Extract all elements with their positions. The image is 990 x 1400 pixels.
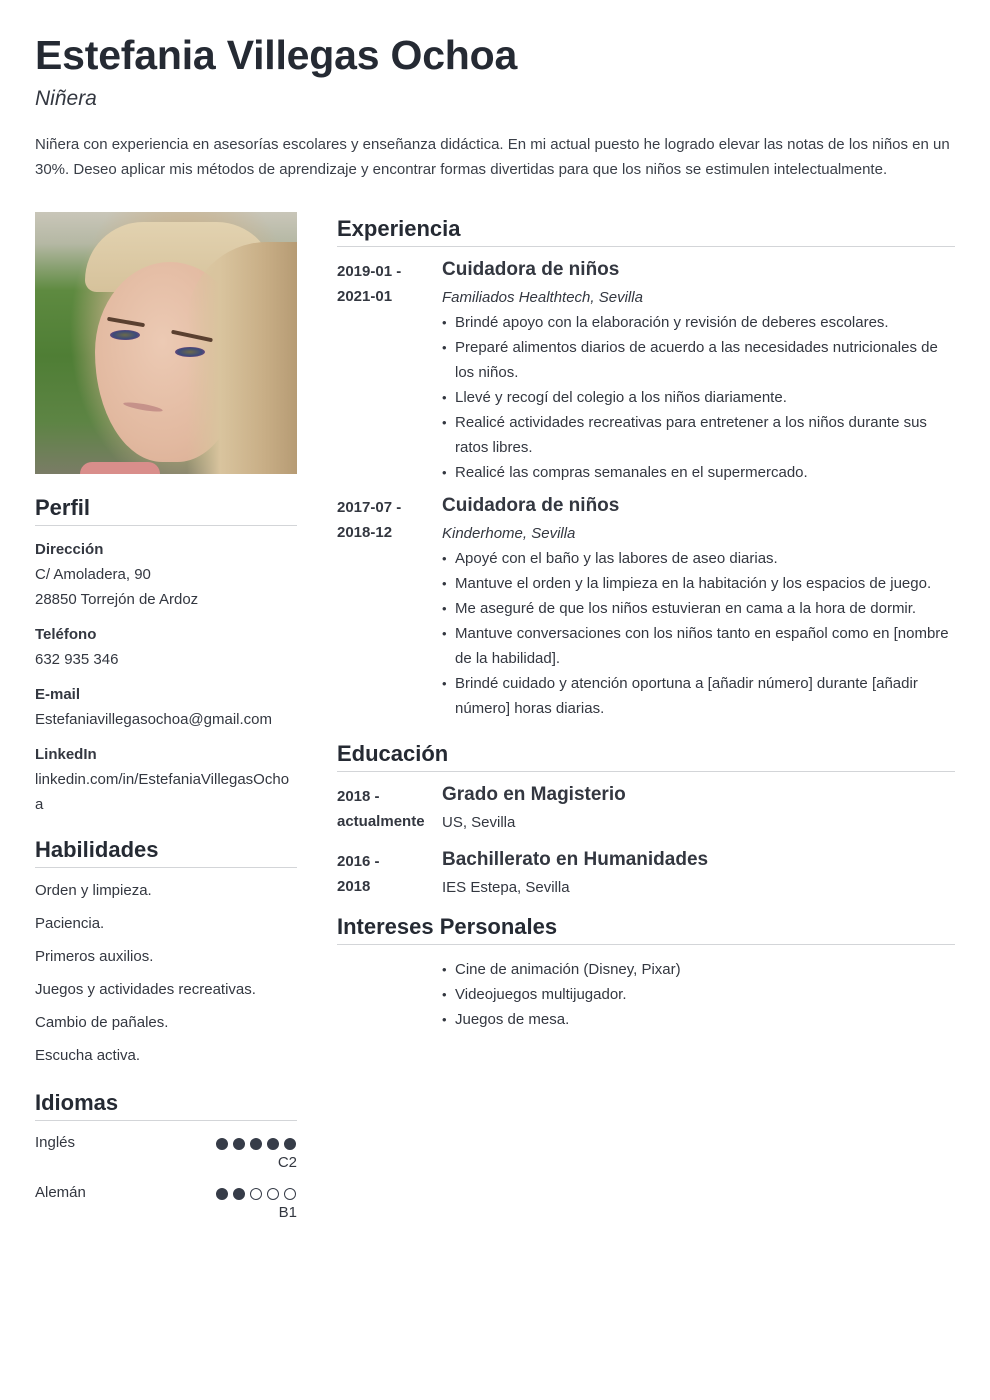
rating-dot-empty-icon xyxy=(267,1188,279,1200)
skill-item: Orden y limpieza. xyxy=(35,882,152,899)
date-end: actualmente xyxy=(337,813,425,830)
section-title-languages: Idiomas xyxy=(35,1090,297,1121)
education-entry xyxy=(337,784,955,835)
rating-dots xyxy=(216,1188,296,1200)
rating-dot-filled-icon xyxy=(267,1138,279,1150)
section-title-profile: Perfil xyxy=(35,495,297,526)
rating-dot-empty-icon xyxy=(250,1188,262,1200)
interests-list xyxy=(442,957,955,1032)
language-level: B1 xyxy=(278,1204,297,1221)
photo-eye-shape xyxy=(110,330,140,340)
responsibilities-list xyxy=(442,310,955,485)
skill-item: Escucha activa. xyxy=(35,1047,141,1064)
address-line-1: C/ Amoladera, 90 xyxy=(35,566,151,583)
language-rating xyxy=(216,1132,297,1174)
bullet-item: • Apoyé con el baño y las labores de aseo diarias. xyxy=(442,546,955,571)
email-label: E-mail xyxy=(35,686,81,703)
section-title-education: Educación xyxy=(337,741,955,772)
rating-dot-filled-icon xyxy=(284,1138,296,1150)
institution: IES Estepa, Sevilla xyxy=(442,879,570,896)
interest-item: • Juegos de mesa. xyxy=(442,1007,955,1032)
skill-item: Cambio de pañales. xyxy=(35,1014,169,1031)
degree-title: Grado en Magisterio xyxy=(442,784,626,805)
education-entry xyxy=(337,849,955,900)
section-title-interests: Intereses Personales xyxy=(337,914,955,945)
date-start: 2019-01 - xyxy=(337,263,402,280)
date-end: 2021-01 xyxy=(337,288,393,305)
language-name: Alemán xyxy=(35,1184,86,1201)
email-link[interactable]: Estefaniavillegasochoa@gmail.com xyxy=(35,711,273,728)
profile-photo xyxy=(35,212,297,474)
entry-body xyxy=(442,259,955,485)
section-title-experience: Experiencia xyxy=(337,216,955,247)
skill-item: Paciencia. xyxy=(35,915,105,932)
address-line-2: 28850 Torrejón de Ardoz xyxy=(35,591,199,608)
interests-section xyxy=(337,914,955,1032)
address-label: Dirección xyxy=(35,541,104,558)
linkedin-link[interactable]: linkedin.com/in/EstefaniaVillegasOchoa xyxy=(35,771,290,813)
photo-eye-shape xyxy=(175,347,205,357)
entry-body xyxy=(442,495,955,721)
date-end: 2018-12 xyxy=(337,524,393,541)
education-section xyxy=(337,741,955,900)
bullet-item: • Realicé las compras semanales en el supermercado. xyxy=(442,460,955,485)
date-start: 2016 - xyxy=(337,853,380,870)
job-title: Cuidadora de niños xyxy=(442,495,620,516)
rating-dot-filled-icon xyxy=(233,1188,245,1200)
job-role: Niñera xyxy=(35,87,97,110)
entry-dates xyxy=(337,849,442,900)
rating-dot-filled-icon xyxy=(233,1138,245,1150)
responsibilities-list xyxy=(442,546,955,721)
language-row xyxy=(35,1182,297,1224)
bullet-item: • Preparé alimentos diarios de acuerdo a las necesidades nutricionales de los niños. xyxy=(442,335,955,385)
rating-dot-filled-icon xyxy=(250,1138,262,1150)
entry-body xyxy=(442,849,955,900)
language-name: Inglés xyxy=(35,1134,76,1151)
phone-value: 632 935 346 xyxy=(35,651,119,668)
institution: US, Sevilla xyxy=(442,814,516,831)
date-start: 2017-07 - xyxy=(337,499,402,516)
job-title: Cuidadora de niños xyxy=(442,259,620,280)
languages-section xyxy=(35,1090,297,1224)
date-start: 2018 - xyxy=(337,788,380,805)
entry-dates xyxy=(337,495,442,721)
skill-item: Juegos y actividades recreativas. xyxy=(35,981,256,998)
main-content xyxy=(337,216,955,1032)
language-level: C2 xyxy=(277,1154,297,1171)
experience-entry xyxy=(337,259,955,485)
interest-item: • Videojuegos multijugador. xyxy=(442,982,955,1007)
experience-section xyxy=(337,216,955,721)
photo-hair-shape xyxy=(187,242,297,474)
company-name: Kinderhome, Sevilla xyxy=(442,525,576,542)
profile-summary: Niñera con experiencia en asesorías escolares y enseñanza didáctica. En mi actual puesto he logrado elevar las notas de los niños en un 30%. Deseo aplicar mis métodos de aprendizaje y encontrar formas divertidas para que los niños se estimulen intelectualmente. xyxy=(35,136,950,178)
interest-item: • Cine de animación (Disney, Pixar) xyxy=(442,957,955,982)
company-name: Familiados Healthtech, Sevilla xyxy=(442,289,643,306)
date-end: 2018 xyxy=(337,878,371,895)
rating-dot-filled-icon xyxy=(216,1188,228,1200)
bullet-item: • Llevé y recogí del colegio a los niños diariamente. xyxy=(442,385,955,410)
language-row xyxy=(35,1132,297,1174)
bullet-item: • Mantuve conversaciones con los niños tanto en español como en [nombre de la habilidad]. xyxy=(442,621,955,671)
bullet-item: • Brindé cuidado y atención oportuna a [añadir número] durante [añadir número] horas diarias. xyxy=(442,671,955,721)
bullet-item: • Realicé actividades recreativas para entretener a los niños durante sus ratos libres. xyxy=(442,410,955,460)
bullet-item: • Mantuve el orden y la limpieza en la habitación y los espacios de juego. xyxy=(442,571,955,596)
skills-section xyxy=(35,837,297,1070)
entry-body xyxy=(442,784,955,835)
phone-label: Teléfono xyxy=(35,626,97,643)
profile-section xyxy=(35,495,297,817)
rating-dots xyxy=(216,1138,296,1150)
section-title-skills: Habilidades xyxy=(35,837,297,868)
bullet-item: • Brindé apoyo con la elaboración y revisión de deberes escolares. xyxy=(442,310,955,335)
entry-dates xyxy=(337,259,442,485)
photo-shirt-shape xyxy=(80,462,160,474)
rating-dot-filled-icon xyxy=(216,1138,228,1150)
sidebar xyxy=(35,212,297,1224)
language-rating xyxy=(216,1182,297,1224)
rating-dot-empty-icon xyxy=(284,1188,296,1200)
linkedin-label: LinkedIn xyxy=(35,746,97,763)
skill-item: Primeros auxilios. xyxy=(35,948,154,965)
experience-entry xyxy=(337,495,955,721)
bullet-item: • Me aseguré de que los niños estuvieran en cama a la hora de dormir. xyxy=(442,596,955,621)
degree-title: Bachillerato en Humanidades xyxy=(442,849,709,870)
entry-dates xyxy=(337,784,442,835)
candidate-name: Estefania Villegas Ochoa xyxy=(35,32,518,78)
